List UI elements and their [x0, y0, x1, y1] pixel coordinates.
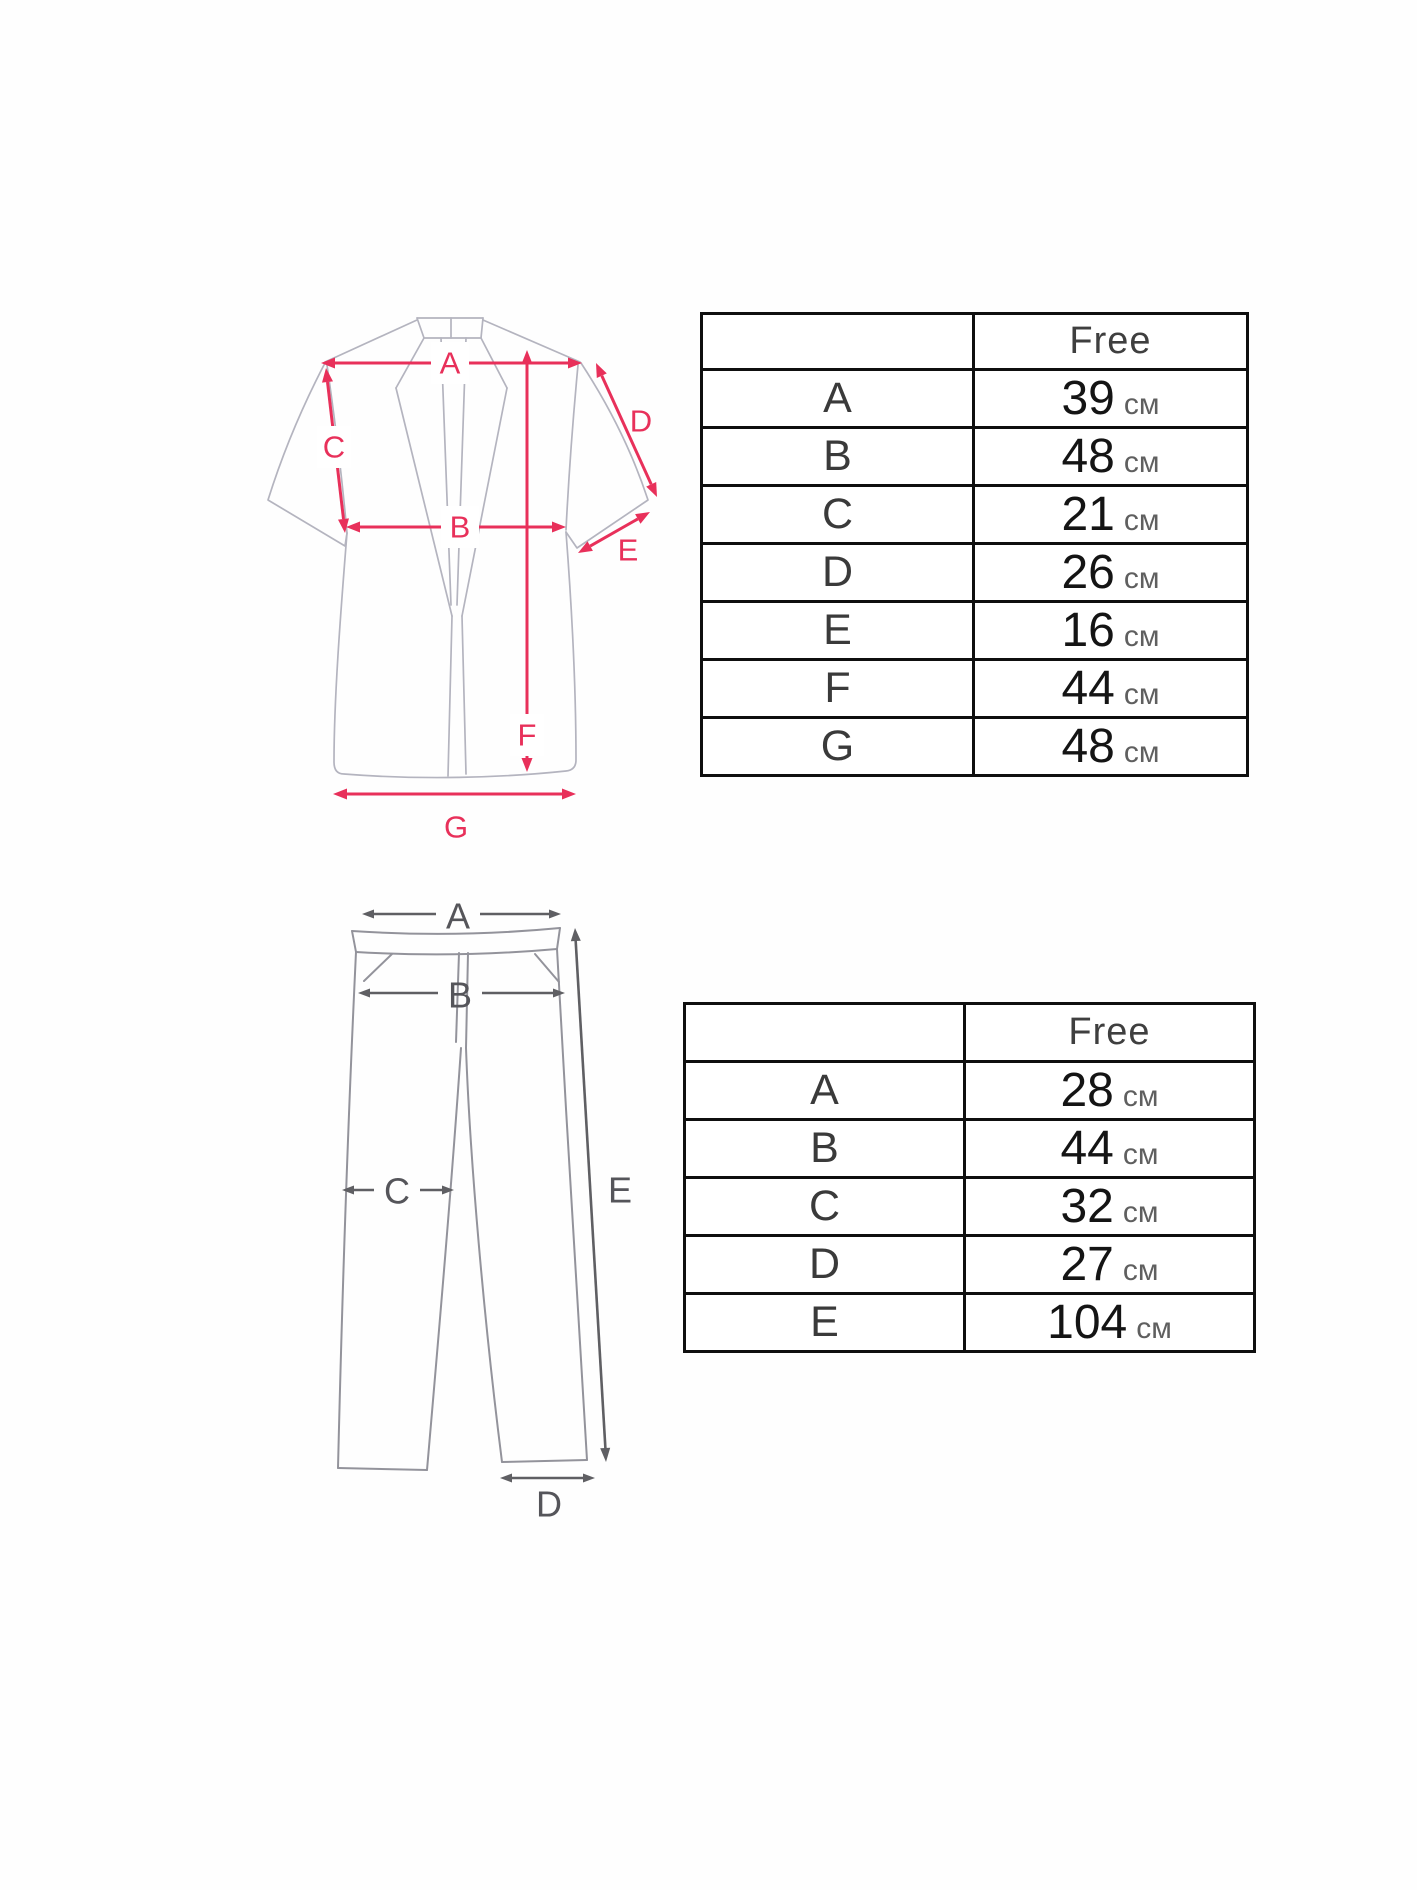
size-header-label: Free [1068, 1011, 1151, 1053]
size-value-cell [974, 370, 1248, 428]
table-row [685, 1120, 1255, 1178]
table-header-row [702, 314, 1248, 370]
row-unit: см [1122, 1138, 1159, 1171]
row-letter: D [821, 548, 854, 596]
size-value-cell [965, 1120, 1255, 1178]
size-label-cell [702, 602, 974, 660]
pants-measure-labels [384, 896, 632, 1525]
row-value: 28 [1060, 1064, 1114, 1117]
size-label-cell [702, 428, 974, 486]
size-value-cell [965, 1178, 1255, 1236]
row-value: 26 [1061, 546, 1115, 599]
row-letter: E [823, 606, 852, 654]
row-unit: см [1123, 446, 1160, 479]
shirt-label-G: G [443, 809, 469, 845]
size-header-cell [974, 314, 1248, 370]
size-header-cell [965, 1004, 1255, 1062]
size-label-cell [685, 1178, 965, 1236]
row-value: 44 [1060, 1122, 1114, 1175]
table-row [685, 1062, 1255, 1120]
pants-label-C: C [384, 1170, 410, 1212]
size-value-cell [974, 486, 1248, 544]
row-value: 104 [1047, 1296, 1128, 1349]
size-label-cell [702, 718, 974, 776]
size-value-cell [974, 660, 1248, 718]
row-letter: A [810, 1066, 839, 1114]
size-label-cell [685, 1294, 965, 1352]
table-row [702, 544, 1248, 602]
row-value: 48 [1061, 720, 1115, 773]
row-unit: см [1123, 562, 1160, 595]
row-unit: см [1122, 1196, 1159, 1229]
table-row [702, 370, 1248, 428]
row-unit: см [1123, 678, 1160, 711]
pants-label-E: E [607, 1169, 633, 1211]
row-letter: B [810, 1124, 839, 1172]
row-value: 27 [1060, 1238, 1114, 1291]
row-unit: см [1122, 1080, 1159, 1113]
size-value-cell [974, 544, 1248, 602]
pants-measurements [342, 910, 610, 1483]
row-value: 44 [1061, 662, 1115, 715]
size-label-cell [685, 1120, 965, 1178]
row-value: 48 [1061, 430, 1115, 483]
row-unit: см [1123, 736, 1160, 769]
size-label-cell [702, 660, 974, 718]
pants-label-D: D [536, 1483, 562, 1525]
size-header-label: Free [1069, 320, 1152, 362]
empty-header-cell [702, 314, 974, 370]
size-label-cell [702, 486, 974, 544]
shirt-label-F: F [517, 717, 537, 753]
size-value-cell [974, 602, 1248, 660]
empty-header-cell [685, 1004, 965, 1062]
pants-label-B: B [447, 974, 473, 1016]
table-row [702, 602, 1248, 660]
table-row [702, 718, 1248, 776]
table-row [685, 1294, 1255, 1352]
size-value-cell [965, 1236, 1255, 1294]
pants-diagram [240, 880, 660, 1540]
size-label-cell [685, 1236, 965, 1294]
row-value: 32 [1060, 1180, 1114, 1233]
size-value-cell [965, 1294, 1255, 1352]
size-label-cell [685, 1062, 965, 1120]
shirt-label-C: C [322, 429, 346, 465]
shirt-measurements [321, 350, 657, 800]
pants-label-A: A [445, 895, 471, 937]
table-header-row [685, 1004, 1255, 1062]
row-unit: см [1123, 388, 1160, 421]
shirt-label-A: A [439, 345, 461, 381]
row-letter: D [808, 1240, 841, 1288]
size-value-cell [974, 428, 1248, 486]
size-label-cell [702, 544, 974, 602]
table-row [685, 1178, 1255, 1236]
shirt-diagram [150, 230, 710, 850]
row-letter: B [823, 432, 852, 480]
row-letter: G [820, 722, 855, 770]
row-letter: C [821, 490, 854, 538]
row-letter: C [808, 1182, 841, 1230]
shirt-label-D: D [629, 403, 653, 439]
size-label-cell [702, 370, 974, 428]
shirt-measure-labels [317, 342, 652, 845]
shirt-size-table [700, 312, 1249, 777]
row-unit: см [1123, 620, 1160, 653]
table-row [702, 428, 1248, 486]
shirt-label-E: E [617, 532, 639, 568]
row-value: 16 [1061, 604, 1115, 657]
row-unit: см [1122, 1254, 1159, 1287]
row-value: 21 [1061, 488, 1115, 541]
table-row [702, 486, 1248, 544]
size-value-cell [974, 718, 1248, 776]
table-row [702, 660, 1248, 718]
row-letter: A [823, 374, 852, 422]
row-letter: F [824, 664, 851, 712]
table-row [685, 1236, 1255, 1294]
pants-size-table [683, 1002, 1256, 1353]
row-letter: E [810, 1298, 839, 1346]
size-value-cell [965, 1062, 1255, 1120]
row-unit: см [1123, 504, 1160, 537]
row-value: 39 [1061, 372, 1115, 425]
shirt-label-B: B [449, 509, 471, 545]
row-unit: см [1136, 1312, 1172, 1345]
